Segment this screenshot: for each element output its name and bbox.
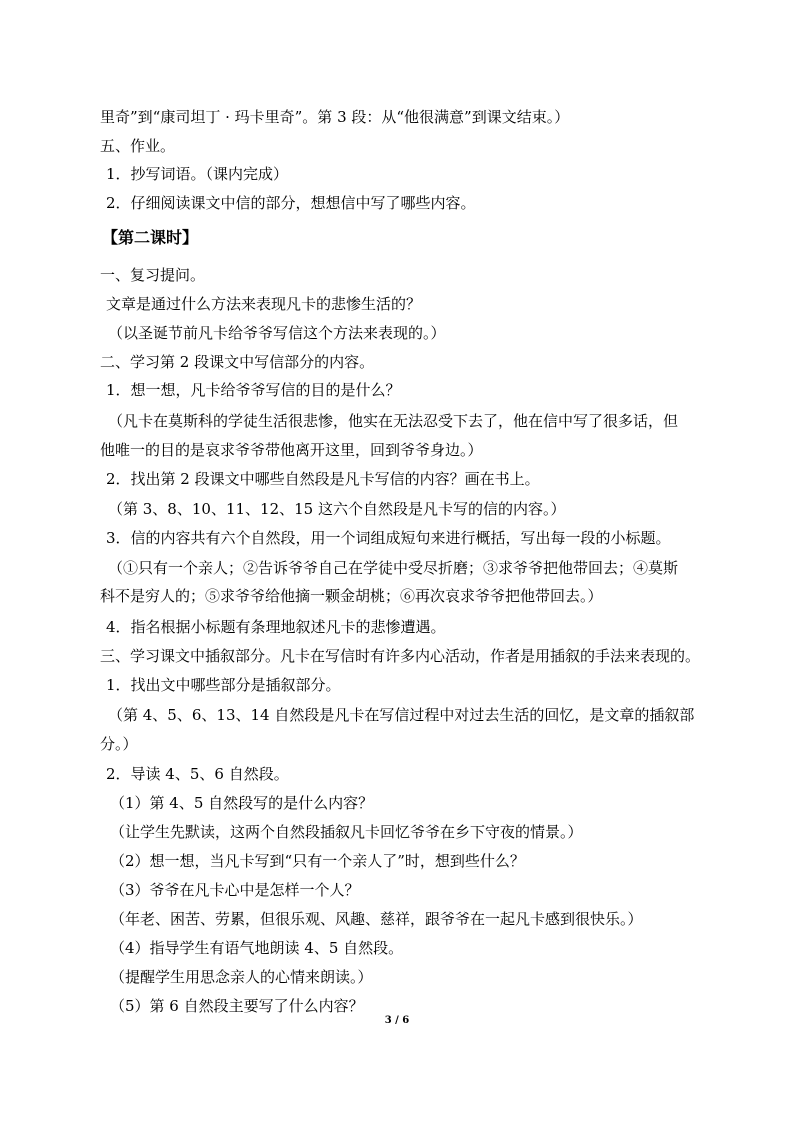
text-line: 2．找出第 2 段课文中哪些自然段是凡卡写信的内容？画在书上。: [106, 470, 540, 488]
text-line: 里奇”到“康司坦丁 · 玛卡里奇”。第 3 段：从“他很满意”到课文结束。）: [100, 108, 570, 126]
text-line: （4）指导学生有语气地朗读 4、5 自然段。: [110, 939, 404, 957]
section-heading: 三、学习课文中插叙部分。凡卡在写信时有许多内心活动，作者是用插叙的手法来表现的。: [100, 647, 701, 665]
text-line: （第 4、5、6、13、14 自然段是凡卡在写信过程中对过去生活的回忆，是文章的插叙部: [108, 706, 695, 724]
text-line: （第 3、8、10、11、12、15 这六个自然段是凡卡写的信的内容。）: [108, 500, 566, 518]
text-line: （年老、困苦、劳累，但很乐观、风趣、慈祥，跟爷爷在一起凡卡感到很快乐。）: [110, 910, 643, 928]
text-line: （以圣诞节前凡卡给爷爷写信这个方法来表现的。）: [108, 324, 446, 342]
section-heading: 一、复习提问。: [100, 266, 206, 284]
text-line: （3）爷爷在凡卡心中是怎样一个人？: [110, 881, 360, 899]
text-line: 1．想一想，凡卡给爷爷写信的目的是什么？: [106, 381, 401, 399]
lesson-heading: 【第二课时】: [102, 228, 199, 247]
text-line: 他唯一的目的是哀求爷爷带他离开这里，回到爷爷身边。）: [100, 441, 483, 459]
text-line: 4．指名根据小标题有条理地叙述凡卡的悲惨遭遇。: [106, 618, 446, 636]
text-line: 分。）: [100, 735, 138, 753]
text-line: 科不是穷人的；⑤求爷爷给他摘一颗金胡桃；⑥再次哀求爷爷把他带回去。）: [100, 587, 603, 605]
text-line: （5）第 6 自然段主要写了什么内容？: [110, 997, 364, 1015]
text-line: （凡卡在莫斯科的学徒生活很悲惨，他实在无法忍受下去了，他在信中写了很多话，但: [108, 412, 679, 430]
text-line: （2）想一想，当凡卡写到“只有一个亲人了”时，想到些什么？: [110, 852, 525, 870]
text-line: 3．信的内容共有六个自然段，用一个词组成短句来进行概括，写出每一段的小标题。: [106, 529, 671, 547]
text-line: （让学生先默读，这两个自然段插叙凡卡回忆爷爷在乡下守夜的情景。）: [110, 823, 583, 841]
text-line: 2．仔细阅读课文中信的部分，想想信中写了哪些内容。: [106, 194, 476, 212]
text-line: 1．找出文中哪些部分是插叙部分。: [106, 676, 341, 694]
text-line: 文章是通过什么方法来表现凡卡的悲惨生活的？: [106, 295, 422, 313]
text-line: （1）第 4、5 自然段写的是什么内容？: [110, 794, 374, 812]
text-line: 1．抄写词语。（课内完成）: [106, 165, 289, 183]
text-line: （①只有一个亲人；②告诉爷爷自己在学徒中受尽折磨；③求爷爷把他带回去；④莫斯: [108, 559, 679, 577]
text-line: （提醒学生用思念亲人的心情来朗读。）: [110, 968, 373, 986]
page-number: 3 / 6: [384, 1015, 410, 1026]
section-heading: 二、学习第 2 段课文中写信部分的内容。: [100, 353, 375, 371]
text-line: 2．导读 4、5、6 自然段。: [106, 765, 289, 783]
section-heading: 五、作业。: [100, 137, 176, 155]
